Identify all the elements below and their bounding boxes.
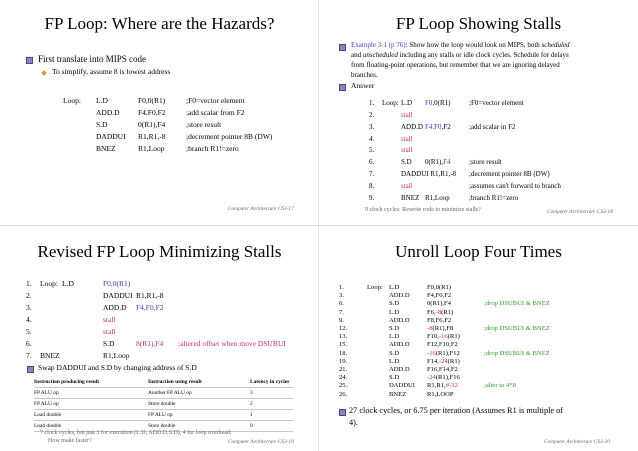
- code-args: ,0(R1): [432, 99, 451, 107]
- code-op: S.D: [389, 349, 400, 357]
- code-args: F6,-8(R1): [427, 308, 454, 316]
- row-number: 1.: [26, 279, 32, 288]
- code-comment: ;store result: [469, 158, 502, 166]
- code-comment: ;drop DSUBUI & BNEZ: [484, 300, 550, 308]
- table-header: Latency in cycles: [244, 377, 293, 388]
- code-op: S.D: [389, 300, 400, 308]
- code-args: R1,R1,-8: [138, 132, 166, 141]
- code-args: F16,F14,F2: [427, 366, 458, 373]
- code-args: F0,0(R1): [103, 279, 131, 288]
- row-number: 13.: [339, 333, 348, 341]
- example-text: : Show how the loop would look on MIPS, both: [405, 41, 542, 49]
- slide-2: [319, 0, 638, 225]
- row-number: 6.: [26, 339, 32, 348]
- row-number: 7.: [369, 170, 375, 178]
- offset-text: -8: [427, 325, 433, 332]
- example-text: and: [351, 51, 363, 59]
- code-args: -24(R1),F16: [427, 374, 460, 382]
- example-text: including any stalls or idle clock cycles. Schedule for delays: [397, 51, 569, 59]
- scheduled-text: scheduled: [541, 41, 570, 49]
- slide-4: [319, 226, 638, 451]
- code-comment: ;add scalar from F2: [186, 108, 245, 117]
- offset-text: -16: [438, 333, 448, 341]
- code-op: BNEZ: [96, 144, 116, 153]
- bullet-icon: [339, 84, 346, 91]
- row-number: 9.: [339, 316, 344, 324]
- slide-footer: Computer Architecture CS3-18: [547, 209, 613, 215]
- table-cell: FP ALU op: [142, 410, 244, 421]
- stall-text: stall: [401, 182, 413, 190]
- row-number: 3.: [339, 292, 344, 300]
- table-row: [34, 410, 293, 421]
- code-op: S.D: [389, 325, 400, 332]
- code-op: S.D: [401, 158, 412, 166]
- code-args: F0,0(R1): [427, 284, 451, 291]
- bullet-icon: [339, 409, 346, 416]
- row-number: 4.: [369, 135, 375, 143]
- table-row: [34, 399, 293, 410]
- row-number: 26.: [339, 390, 348, 398]
- code-op: ADD.D: [389, 366, 410, 373]
- code-op: BNEZ: [389, 390, 407, 398]
- table-header: Instruction using result: [142, 377, 244, 388]
- row-number: 5.: [26, 327, 32, 336]
- code-comment: ;F0=vector element: [469, 99, 524, 107]
- slide-4-title: Unroll Loop Four Times: [395, 242, 562, 261]
- offset-text: -24: [427, 374, 436, 382]
- code-args: ,F2: [441, 123, 451, 131]
- code-comment: ;branch R1!=zero: [186, 144, 239, 153]
- code-op: ADD.D: [389, 341, 410, 349]
- offset-text: -24: [438, 357, 448, 365]
- slide-1-title: FP Loop: Where are the Hazards?: [44, 14, 275, 33]
- code-args: F4,F0,F2: [136, 303, 164, 312]
- table-cell: 2: [244, 399, 293, 410]
- code-args: 0(R1),F4: [427, 300, 451, 308]
- code-comment: ;add scalar in F2: [469, 123, 516, 131]
- code-comment: ;altered offset when move DSUBUI: [178, 339, 286, 348]
- code-args: F4,F0,F2: [427, 292, 452, 300]
- answer-label: Answer: [351, 81, 375, 90]
- row-number: 3.: [26, 303, 32, 312]
- example-text: from floating-point operations, but remember that we are ignoring delayed: [351, 61, 560, 69]
- code-args: R1,Loop: [425, 194, 450, 202]
- table-cell: FP ALU op: [34, 388, 142, 399]
- code-args: 0(R1),F4: [138, 120, 166, 129]
- row-number: 18.: [339, 349, 348, 357]
- code-comment: ;F0=vector element: [186, 96, 245, 105]
- table-cell: 1: [244, 410, 293, 421]
- stall-text: stall: [103, 327, 116, 336]
- summary-text: 4).: [349, 418, 358, 427]
- row-number: 6.: [369, 158, 375, 166]
- table-cell: Load double: [34, 410, 142, 421]
- stall-text: stall: [103, 315, 116, 324]
- row-number: 21.: [339, 366, 348, 373]
- note-text: How make faster?: [48, 438, 92, 444]
- code-comment: ;branch R1!=zero: [469, 194, 519, 202]
- table-cell: 3: [244, 388, 293, 399]
- code-op: BNEZ: [401, 194, 420, 202]
- code-args: F0,0(R1): [138, 96, 166, 105]
- example-link[interactable]: Example 3-1 (p 76): [351, 41, 406, 49]
- code-op: ADD.D: [96, 108, 120, 117]
- code-args: -16(R1),F12: [427, 349, 460, 357]
- code-comment: ;drop DSUBUI & BNEZ: [484, 349, 550, 357]
- stall-text: stall: [401, 146, 413, 154]
- row-number: 8.: [369, 182, 375, 190]
- code-args: 0(R1),: [425, 158, 444, 166]
- code-op: L.D: [62, 279, 74, 288]
- code-op: S.D: [389, 374, 400, 382]
- table-cell: FP ALU op: [34, 399, 142, 410]
- code-label: Loop:: [40, 279, 58, 288]
- code-args: F10,-16(R1): [427, 333, 460, 341]
- note-text: 9 clock cycles: Rewrite code to minimize stalls?: [365, 207, 481, 213]
- code-label: Loop:: [367, 284, 383, 291]
- code-op: L.D: [96, 96, 108, 105]
- table-header: Instruction producing result: [34, 377, 142, 388]
- code-args: 8(R1),F4: [136, 339, 164, 348]
- row-number: 2.: [369, 111, 375, 119]
- code-op: ADD.D: [389, 292, 410, 300]
- code-op: L.D: [389, 308, 400, 316]
- table-cell: Store double: [142, 421, 244, 432]
- table-cell: Load double: [34, 421, 142, 432]
- code-args: F4,F0,F2: [138, 108, 166, 117]
- code-comment: ;alter to 4*8: [484, 382, 516, 390]
- register-text: F4,F0: [425, 123, 442, 131]
- code-op: ADD.D: [103, 303, 127, 312]
- code-op: DADDUI: [389, 382, 416, 390]
- register-text: F4: [443, 158, 451, 166]
- code-args: R1,LOOP: [427, 390, 454, 398]
- code-label: Loop:: [63, 96, 81, 105]
- code-op: DADDUI: [103, 291, 133, 300]
- latency-table: [34, 377, 293, 432]
- code-op: L.D: [389, 357, 400, 365]
- code-comment: ;assumes can't forward to branch: [469, 182, 561, 190]
- row-number: 1.: [339, 284, 344, 291]
- slide-footer: Computer Architecture CS3-20: [544, 439, 610, 445]
- diamond-bullet-icon: [41, 70, 47, 76]
- register-text: F0: [425, 99, 433, 107]
- row-number: 15.: [339, 341, 348, 349]
- row-number: 12.: [339, 325, 348, 332]
- code-label: BNEZ: [40, 351, 60, 360]
- offset-text: -8: [435, 308, 442, 316]
- table-cell: Another FP ALU op: [142, 388, 244, 399]
- code-args: R1,R1,-8: [136, 291, 164, 300]
- code-op: L.D: [389, 333, 400, 341]
- code-args: F12,F10,F2: [427, 341, 458, 349]
- row-number: 19.: [339, 357, 348, 365]
- offset-text: -16: [427, 349, 436, 357]
- code-op: R1,Loop: [103, 351, 130, 360]
- code-args: R1,R1,#-32: [427, 382, 458, 390]
- unscheduled-text: unscheduled: [362, 51, 398, 59]
- row-number: 7.: [339, 308, 344, 316]
- code-comment: ;store result: [186, 120, 222, 129]
- code-comment: ;drop DSUBUI & BNEZ: [484, 325, 550, 332]
- slide-footer: Computer Architecture CS3-17: [228, 206, 294, 212]
- code-args: R1,Loop: [138, 144, 165, 153]
- code-op: L.D: [389, 284, 400, 291]
- row-number: 4.: [26, 315, 32, 324]
- offset-text: #-32: [445, 382, 458, 390]
- summary-text: 27 clock cycles, or 6.75 per iteration (Assumes R1 is multiple of: [349, 406, 564, 415]
- code-args: -8(R1),F8: [427, 325, 454, 332]
- table-cell: 0: [244, 421, 293, 432]
- bullet-icon: [27, 366, 34, 373]
- code-op: L.D: [401, 99, 413, 107]
- code-label: Loop:: [382, 99, 399, 107]
- stall-text: stall: [401, 111, 413, 119]
- code-op: S.D: [96, 120, 108, 129]
- stall-text: stall: [401, 135, 413, 143]
- slide-2-title: FP Loop Showing Stalls: [395, 14, 562, 33]
- code-op: ADD.D: [401, 123, 423, 131]
- row-number: 7.: [26, 351, 32, 360]
- code-args: F8,F6,F2: [427, 316, 452, 324]
- row-number: 9.: [369, 194, 375, 202]
- row-number: 6.: [339, 300, 344, 308]
- row-number: 25.: [339, 382, 348, 390]
- slide-3: [0, 226, 319, 451]
- table-header-row: [34, 377, 293, 388]
- bullet-text: First translate into MIPS code: [38, 54, 146, 64]
- note-text: 7 clock cycles, but just 3 for execution (L.D, ADD.D,S.D), 4 for loop overhead;: [40, 430, 232, 436]
- code-op: S.D: [103, 339, 115, 348]
- slide-3-title: Revised FP Loop Minimizing Stalls: [37, 242, 282, 261]
- slide-footer: Computer Architecture CS3-19: [228, 439, 294, 445]
- example-text: branches.: [351, 71, 378, 79]
- code-args: F14,-24(R1): [427, 357, 460, 365]
- table-cell: Store double: [142, 399, 244, 410]
- row-number: 3.: [369, 123, 375, 131]
- code-op: ADD.D: [389, 316, 410, 324]
- row-number: 5.: [369, 146, 375, 154]
- bullet-icon: [26, 57, 33, 64]
- code-comment: ;decrement pointer 8B (DW): [186, 132, 273, 141]
- row-number: 24.: [339, 374, 348, 382]
- row-number: 1.: [369, 99, 375, 107]
- code-comment: ;decrement pointer 8B (DW): [469, 170, 550, 178]
- row-number: 2.: [26, 291, 32, 300]
- sub-bullet-text: To simplify, assume 8 is lowest address: [52, 67, 171, 76]
- swap-text: Swap DADDUI and S.D by changing address of S.D: [38, 363, 197, 372]
- table-row: [34, 388, 293, 399]
- bullet-icon: [339, 44, 346, 51]
- code-op: DADDUI: [96, 132, 126, 141]
- slide-1: [0, 0, 319, 225]
- code-op: DADDUI R1,R1,-8: [401, 170, 457, 178]
